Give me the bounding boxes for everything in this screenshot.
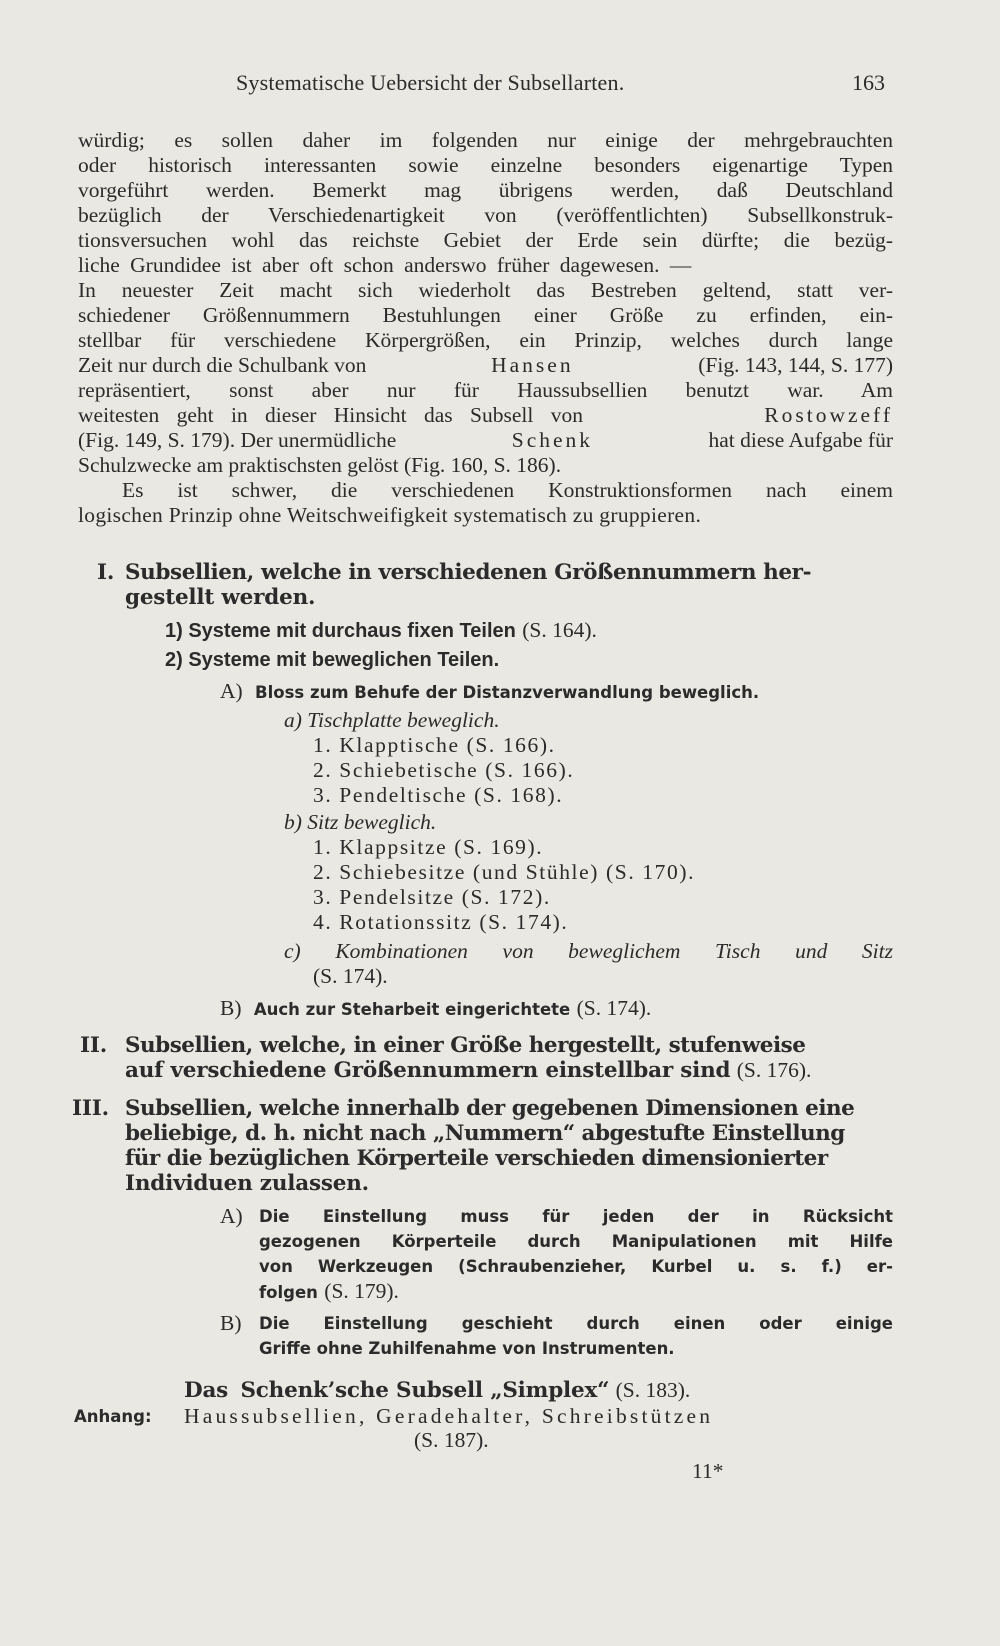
body-line — [78, 353, 893, 378]
section-i-heading: Subsellien, welche in verschiedenen Größennummern her- — [125, 560, 812, 585]
person-name-rostowzeff: Rostowzeff — [764, 403, 893, 427]
section-ii-numeral: II. — [80, 1033, 107, 1058]
group-a-label: a) Tischplatte beweglich. — [284, 708, 500, 732]
list-item: 4. Rotationssitz (S. 174). — [313, 910, 569, 934]
section-iii-heading: beliebige, d. h. nicht nach „Nummern“ abgestufte Einstellung — [125, 1121, 845, 1146]
body-line: In neuester Zeit macht sich wiederholt das Bestreben geltend, statt ver- — [78, 278, 893, 302]
body-line: bezüglich der Verschiedenartigkeit von (veröffentlichten) Subsellkonstruk- — [78, 203, 893, 227]
list-item: 1. Klappsitze (S. 169). — [313, 835, 544, 859]
section-iii-heading: Subsellien, welche innerhalb der gegebenen Dimensionen eine — [125, 1096, 855, 1121]
section-iii-a-text-end: folgen (S. 179). — [259, 1279, 399, 1303]
simplex-line: Das Schenk’sche Subsell „Simplex“ (S. 183). — [184, 1378, 691, 1403]
running-title: Systematische Uebersicht der Subsellarten. — [236, 70, 625, 95]
appendix-label: Anhang: — [74, 1407, 152, 1426]
section-iii-numeral: III. — [72, 1096, 109, 1121]
list-item: 3. Pendelsitze (S. 172). — [313, 885, 551, 909]
section-iii-a-text: von Werkzeugen (Schraubenzieher, Kurbel u. s. f.) er- — [259, 1257, 893, 1276]
list-item: 2. Schiebetische (S. 166). — [313, 758, 575, 782]
appendix-text: Haussubsellien, Geradehalter, Schreibstützen — [184, 1404, 714, 1428]
body-line: Schulzwecke am praktischsten gelöst (Fig. 160, S. 186). — [78, 453, 562, 477]
body-line: schiedener Größennummern Bestuhlungen einer Größe zu erfinden, ein- — [78, 303, 893, 327]
body-text: hat diese Aufgabe für — [708, 428, 893, 452]
subsection-2: 2) Systeme mit beweglichen Teilen. — [165, 649, 500, 671]
person-name-hansen: Hansen — [491, 353, 574, 377]
body-line — [78, 403, 893, 428]
section-i-heading: gestellt werden. — [125, 585, 316, 610]
section-iii-heading: für die bezüglichen Körperteile verschieden dimensionierter — [125, 1146, 828, 1171]
signature-mark: 11* — [692, 1459, 724, 1483]
section-iii-heading: Individuen zulassen. — [125, 1171, 369, 1196]
figure-reference: (Fig. 143, 144, S. 177) — [698, 353, 893, 377]
group-c-label: c) Kombinationen von beweglichem Tisch und Sitz — [284, 939, 893, 963]
section-ii-heading: Subsellien, welche, in einer Größe hergestellt, stufenweise — [125, 1033, 806, 1058]
body-line: logischen Prinzip ohne Weitschweifigkeit systematisch zu gruppieren. — [78, 503, 702, 527]
person-name-schenk: Schenk — [511, 428, 594, 452]
section-iii-a-text: gezogenen Körperteile durch Manipulationen mit Hilfe — [259, 1232, 893, 1251]
body-line: tionsversuchen wohl das reichste Gebiet der Erde sein dürfte; die bezüg- — [78, 228, 893, 252]
appendix-ref: (S. 187). — [414, 1428, 489, 1452]
body-text: Zeit nur durch die Schulbank von — [78, 353, 367, 377]
group-c-ref: (S. 174). — [313, 964, 388, 988]
body-line: Es ist schwer, die verschiedenen Konstruktionsformen nach einem — [122, 478, 893, 502]
body-line — [78, 428, 893, 453]
list-item: 2. Schiebesitze (und Stühle) (S. 170). — [313, 860, 696, 884]
body-text: weitesten geht in dieser Hinsicht das Subsell von — [78, 403, 583, 427]
section-iii-a-letter: A) — [220, 1204, 243, 1228]
body-line: stellbar für verschiedene Körpergrößen, ein Prinzip, welches durch lange — [78, 328, 893, 352]
body-line: repräsentiert, sonst aber nur für Haussubsellien benutzt war. Am — [78, 378, 893, 402]
subsection-2-a: A) Bloss zum Behufe der Distanzverwandlung beweglich. — [220, 679, 760, 703]
page-number: 163 — [852, 70, 885, 95]
list-item: 3. Pendeltische (S. 168). — [313, 783, 564, 807]
body-line: liche Grundidee ist aber oft schon anderswo früher dagewesen. — — [78, 253, 692, 277]
section-iii-b-text: Die Einstellung geschieht durch einen oder einige — [259, 1314, 893, 1333]
section-i-numeral: I. — [97, 560, 115, 585]
body-line: vorgeführt werden. Bemerkt mag übrigens werden, daß Deutschland — [78, 178, 893, 202]
section-iii-b-text: Griffe ohne Zuhilfenahme von Instrumenten. — [259, 1339, 675, 1358]
section-ii-heading-line2: auf verschiedene Größennummern einstellbar sind (S. 176). — [125, 1058, 812, 1083]
section-iii-a-text: Die Einstellung muss für jeden der in Rücksicht — [259, 1207, 893, 1226]
subsection-2-b: B) Auch zur Steharbeit eingerichtete (S. 174). — [220, 996, 652, 1020]
subsection-1: 1) Systeme mit durchaus fixen Teilen (S. 164). — [165, 618, 597, 642]
section-iii-b-letter: B) — [220, 1311, 242, 1335]
body-line: oder historisch interessanten sowie einzelne besonders eigenartige Typen — [78, 153, 893, 177]
body-text: (Fig. 149, S. 179). Der unermüdliche — [78, 428, 397, 452]
group-b-label: b) Sitz beweglich. — [284, 810, 437, 834]
body-line: würdig; es sollen daher im folgenden nur einige der mehrgebrauchten — [78, 128, 893, 152]
list-item: 1. Klapptische (S. 166). — [313, 733, 556, 757]
